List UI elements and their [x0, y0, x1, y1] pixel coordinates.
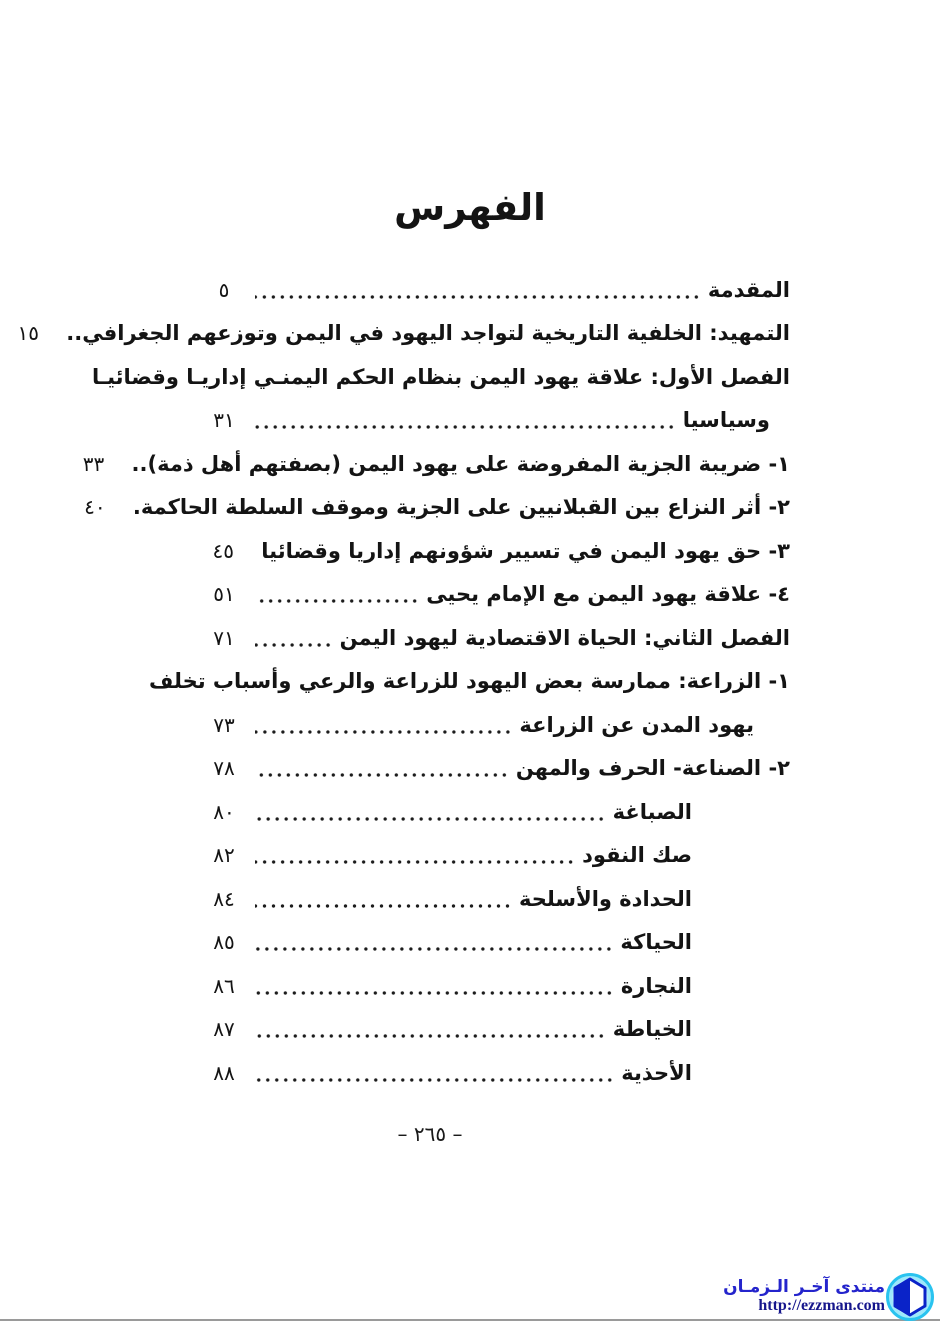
- toc-entry-text: ٢- الصناعة- الحرف والمهن: [515, 756, 790, 781]
- toc-entry-text: الخياطة: [612, 1017, 692, 1042]
- toc-page-number: ٨٤: [213, 886, 235, 911]
- dots-leader: [255, 1033, 606, 1039]
- toc-row: [200, 529, 790, 573]
- toc-entry-text: الحياكة: [620, 930, 692, 955]
- dots-leader: [255, 816, 606, 822]
- toc-page-number: ٨٨: [213, 1060, 235, 1085]
- toc-entry-text: صك النقود: [582, 843, 692, 868]
- toc-entry-text: النجارة: [620, 973, 692, 998]
- toc-row: [200, 573, 790, 617]
- toc-row: [92, 355, 790, 399]
- toc-page-number: ٨٠: [213, 799, 235, 824]
- dots-leader: [255, 859, 575, 865]
- toc-row: [200, 790, 790, 834]
- toc-page-number: ٨٦: [213, 973, 235, 998]
- toc-page-number: ٤٠: [84, 495, 106, 520]
- dots-leader: [255, 424, 676, 430]
- toc-row: [200, 747, 790, 791]
- forum-logo-icon: [885, 1272, 935, 1322]
- toc-entry-text: ٢- أثر النزاع بين القبلانيين على الجزية وموقف السلطة الحاكمة.: [132, 495, 790, 520]
- toc-list: [17, 268, 790, 1095]
- toc-row: [200, 834, 790, 878]
- toc-entry-text: المقدمة: [707, 277, 790, 302]
- toc-entry-text: الصباغة: [612, 799, 692, 824]
- dots-leader: [255, 598, 419, 604]
- toc-page-number: ٣١: [213, 408, 235, 433]
- toc-row: [17, 312, 790, 356]
- toc-row: [200, 268, 790, 312]
- dots-leader: [255, 294, 701, 300]
- dots-leader: [255, 903, 512, 909]
- toc-entry-text: يهود المدن عن الزراعة: [519, 712, 754, 737]
- toc-row: [200, 1008, 790, 1052]
- toc-page-number: ٣٣: [82, 451, 105, 476]
- toc-page-number: ١٥: [17, 321, 40, 346]
- toc-page-number: ٨٢: [213, 843, 235, 868]
- toc-entry-text: ٣- حق يهود اليمن في تسيير شؤونهم إداريا وقضائيا: [261, 538, 790, 563]
- toc-row: [200, 399, 790, 443]
- toc-row: [200, 921, 790, 965]
- toc-entry-text: ١- ضريبة الجزية المفروضة على يهود اليمن (بصفتهم أهل ذمة)..: [131, 451, 790, 476]
- toc-row: [82, 442, 790, 486]
- toc-row: [84, 486, 790, 530]
- toc-row: [200, 964, 790, 1008]
- toc-page-number: ٤٥: [212, 538, 234, 563]
- toc-entry-text: الفصل الأول: علاقة يهود اليمن بنظام الحكم اليمنـي إداريـا وقضائيـا: [92, 364, 790, 389]
- toc-page-number: ٧١: [213, 625, 235, 650]
- toc-entry-text: الحدادة والأسلحة: [518, 886, 692, 911]
- forum-name: منتدى آخـر الـزمـان: [723, 1277, 885, 1298]
- toc-row: [200, 616, 790, 660]
- dots-leader: [255, 990, 614, 996]
- dots-leader: [255, 642, 333, 648]
- dots-leader: [255, 1077, 614, 1083]
- toc-entry-text: الفصل الثاني: الحياة الاقتصادية ليهود اليمن: [339, 625, 790, 650]
- toc-page-number: ٨٥: [213, 930, 235, 955]
- watermark: [718, 1272, 935, 1322]
- toc-entry-text: ١- الزراعة: ممارسة بعض اليهود للزراعة والرعي وأسباب تخلف: [149, 669, 790, 694]
- toc-page-number: ٥: [218, 277, 230, 302]
- dots-leader: [255, 772, 509, 778]
- dots-leader: [255, 729, 512, 735]
- toc-entry-text: الأحذية: [621, 1060, 692, 1085]
- watermark-text: [723, 1278, 885, 1315]
- page-title: الفهرس: [394, 186, 546, 229]
- toc-page-number: ٥١: [213, 582, 235, 607]
- toc-page-number: ٧٨: [213, 756, 235, 781]
- toc-page-number: ٨٧: [213, 1017, 235, 1042]
- dots-leader: [255, 946, 613, 952]
- page-footer-number: – ٢٦٥ –: [397, 1122, 463, 1146]
- forum-url: http://ezzman.com: [758, 1297, 885, 1315]
- toc-entry-text: وسياسيا: [682, 408, 770, 433]
- toc-row: [200, 1051, 790, 1095]
- toc-row: [149, 660, 790, 704]
- toc-row: [200, 877, 790, 921]
- toc-page-number: ٧٣: [213, 712, 235, 737]
- toc-row: [200, 703, 790, 747]
- toc-entry-text: التمهيد: الخلفية التاريخية لتواجد اليهود في اليمن وتوزعهم الجغرافي..: [66, 321, 790, 346]
- toc-entry-text: ٤- علاقة يهود اليمن مع الإمام يحيى: [426, 582, 790, 607]
